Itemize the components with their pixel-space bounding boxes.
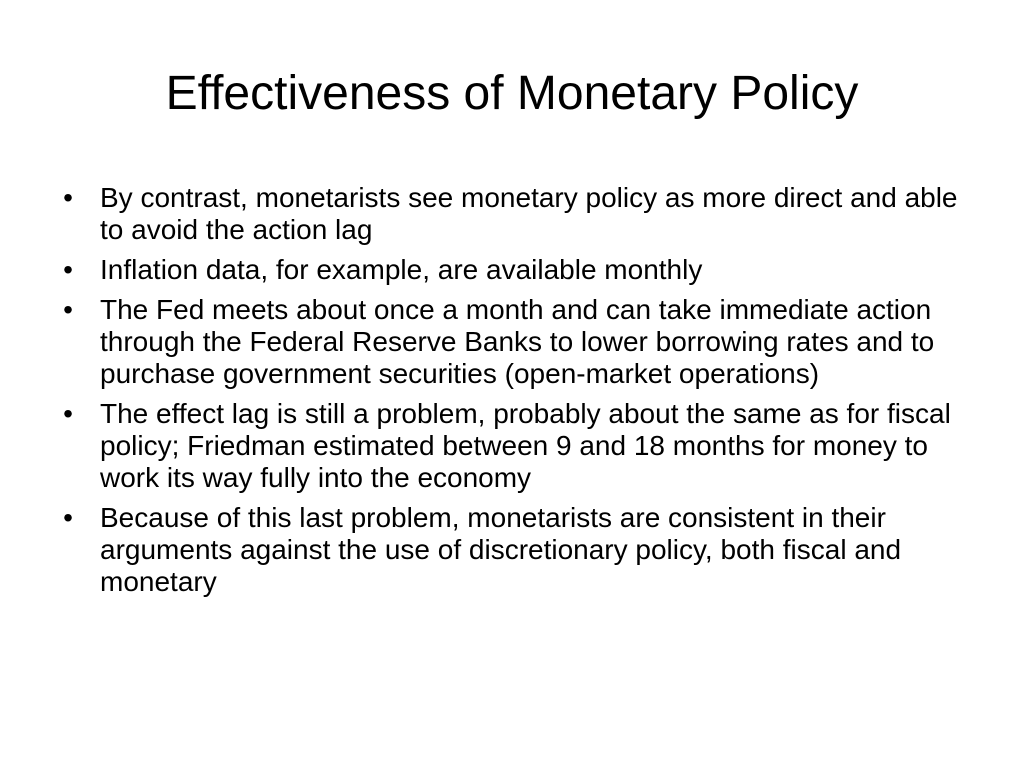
- slide-title: Effectiveness of Monetary Policy: [165, 67, 859, 120]
- bullet-text: The effect lag is still a problem, probably about the same as for fiscal policy; Friedman estimated between 9 and 18 months for money to work its way fully into the economy: [100, 398, 951, 493]
- bullet-item: [58, 398, 978, 494]
- bullet-item: [58, 294, 978, 390]
- bullet-item: [58, 254, 978, 286]
- bullet-icon: •: [63, 398, 73, 429]
- bullet-text: By contrast, monetarists see monetary policy as more direct and able to avoid the action lag: [100, 182, 958, 245]
- bullet-icon: •: [63, 294, 73, 325]
- bullet-icon: •: [63, 254, 73, 285]
- bullet-item: [58, 182, 978, 246]
- bullet-list: [58, 182, 978, 606]
- bullet-text: Inflation data, for example, are available monthly: [100, 254, 703, 285]
- bullet-text: Because of this last problem, monetarists are consistent in their arguments against the use of discretionary policy, both fiscal and monetary: [100, 502, 902, 597]
- bullet-text: The Fed meets about once a month and can take immediate action through the Federal Reserve Banks to lower borrowing rates and to purchase government securities (open-market operations): [100, 294, 935, 389]
- bullet-icon: •: [63, 182, 73, 213]
- bullet-item: [58, 502, 978, 598]
- bullet-icon: •: [63, 502, 73, 533]
